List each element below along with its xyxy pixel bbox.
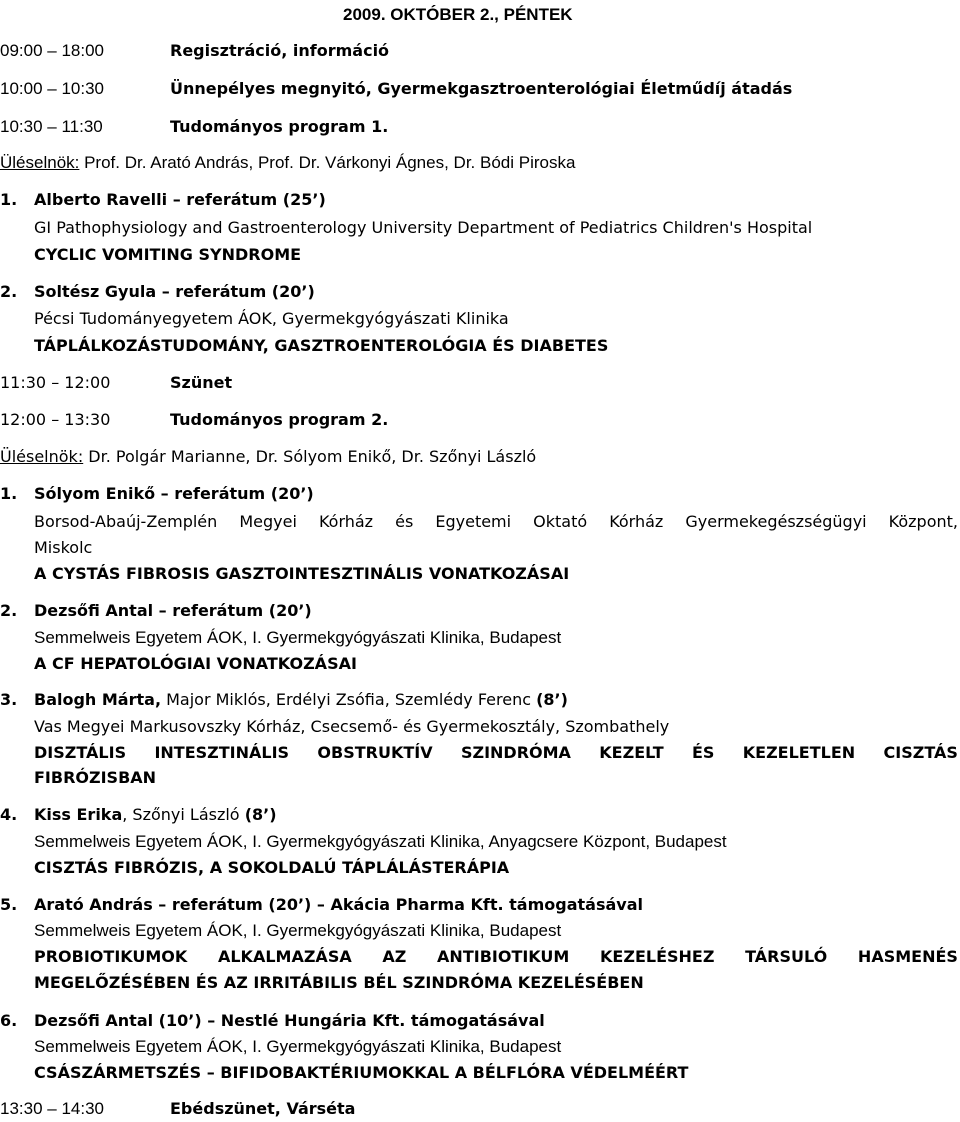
talk-title: A CF HEPATOLÓGIAI VONATKOZÁSAI <box>34 654 357 673</box>
session-chairs-1 <box>0 152 575 174</box>
slot-title: Szünet <box>170 373 233 392</box>
talk-speaker: Kiss Erika <box>34 805 123 824</box>
session-chairs-2 <box>0 446 536 468</box>
talk-institution: Semmelweis Egyetem ÁOK, I. Gyermekgyógyászati Klinika, Budapest <box>34 628 562 647</box>
talk-speaker: Balogh Márta, <box>34 690 162 709</box>
talk-speaker: Dezsőfi Antal – referátum (20’) <box>34 601 312 620</box>
schedule-row-program-1 <box>0 116 388 138</box>
word: OBSTRUKTÍV <box>317 743 433 762</box>
slot-title: Ebédszünet, Várséta <box>170 1099 356 1118</box>
word: ÉS <box>691 743 715 762</box>
page-date-header: 2009. OKTÓBER 2., PÉNTEK <box>343 5 573 24</box>
word: DISZTÁLIS <box>34 743 127 762</box>
talk-title: CSÁSZÁRMETSZÉS – BIFIDOBAKTÉRIUMOKKAL A BÉLFLÓRA VÉDELMÉÉRT <box>34 1063 689 1082</box>
talk-coauthors: Major Miklós, Erdélyi Zsófia, Szemlédy Ferenc <box>161 690 537 709</box>
talk-speaker: Arató András – referátum (20’) – Akácia Pharma Kft. támogatásával <box>34 895 643 914</box>
word: KEZELT <box>599 743 664 762</box>
word: AZ <box>382 947 407 966</box>
word: KEZELETLEN <box>742 743 856 762</box>
talk-header <box>0 600 312 622</box>
talk-number: 2. <box>0 601 18 620</box>
word: CISZTÁS <box>883 743 958 762</box>
talk-number: 3. <box>0 690 18 709</box>
talk-number: 5. <box>0 895 18 914</box>
schedule-row-opening <box>0 78 792 100</box>
word: INTESZTINÁLIS <box>154 743 290 762</box>
talk-header <box>0 189 326 211</box>
talk-number: 4. <box>0 805 18 824</box>
word: SZINDRÓMA <box>460 743 571 762</box>
word: Kórház <box>609 512 664 531</box>
word: Központ, <box>888 512 958 531</box>
talk-header <box>0 483 314 505</box>
word: ALKALMAZÁSA <box>217 947 352 966</box>
chairs-names: Dr. Polgár Marianne, Dr. Sólyom Enikő, Dr. Szőnyi László <box>83 447 537 466</box>
chairs-label: Üléselnök: <box>0 153 80 172</box>
talk-number: 1. <box>0 484 18 503</box>
talk-title: A CYSTÁS FIBROSIS GASZTOINTESZTINÁLIS VONATKOZÁSAI <box>34 564 570 583</box>
time-slot: 10:30 – 11:30 <box>0 117 103 136</box>
talk-speaker: Soltész Gyula – referátum (20’) <box>34 282 315 301</box>
word: Gyermekegészségügyi <box>685 512 867 531</box>
word: KEZELÉSHEZ <box>600 947 715 966</box>
talk-title-cont: MEGELŐZÉSÉBEN ÉS AZ IRRITÁBILIS BÉL SZINDRÓMA KEZELÉSÉBEN <box>34 973 644 992</box>
time-slot: 10:00 – 10:30 <box>0 79 104 98</box>
schedule-row-program-2 <box>0 409 388 431</box>
talk-coauthors: , Szőnyi László <box>122 805 245 824</box>
time-slot: 09:00 – 18:00 <box>0 41 104 60</box>
slot-title: Tudományos program 1. <box>170 117 389 136</box>
word: ANTIBIOTIKUM <box>437 947 570 966</box>
word: PROBIOTIKUMOK <box>34 947 188 966</box>
talk-title-cont: FIBRÓZISBAN <box>34 768 157 787</box>
chairs-label: Üléselnök: <box>0 447 84 466</box>
slot-title: Regisztráció, információ <box>170 41 390 60</box>
word: Oktató <box>533 512 588 531</box>
talk-duration: (8’) <box>244 805 277 824</box>
talk-header <box>0 894 643 916</box>
talk-title: CYCLIC VOMITING SYNDROME <box>34 245 302 264</box>
talk-institution: Pécsi Tudományegyetem ÁOK, Gyermekgyógyászati Klinika <box>34 309 509 328</box>
talk-institution <box>34 511 958 533</box>
word: HASMENÉS <box>857 947 958 966</box>
talk-speaker: Sólyom Enikő – referátum (20’) <box>34 484 314 503</box>
slot-title: Tudományos program 2. <box>170 410 389 429</box>
talk-header <box>0 281 315 303</box>
word: Kórház <box>318 512 374 531</box>
talk-title <box>34 742 958 764</box>
time-slot: 13:30 – 14:30 <box>0 1099 104 1118</box>
talk-speaker: Alberto Ravelli – referátum (25’) <box>34 190 326 209</box>
talk-institution-cont: Miskolc <box>34 538 93 557</box>
time-slot: 12:00 – 13:30 <box>0 410 111 429</box>
talk-number: 2. <box>0 282 18 301</box>
talk-number: 6. <box>0 1011 18 1030</box>
schedule-row-registration <box>0 40 389 62</box>
time-slot: 11:30 – 12:00 <box>0 373 111 392</box>
talk-header <box>0 1010 545 1032</box>
word: Borsod-Abaúj-Zemplén <box>34 512 218 531</box>
word: Egyetemi <box>435 512 512 531</box>
talk-institution: Semmelweis Egyetem ÁOK, I. Gyermekgyógyászati Klinika, Budapest <box>34 1037 562 1056</box>
word: TÁRSULÓ <box>745 947 828 966</box>
schedule-row-lunch <box>0 1098 355 1120</box>
schedule-row-break <box>0 372 232 394</box>
talk-institution: GI Pathophysiology and Gastroenterology University Department of Pediatrics Children's Hospital <box>34 218 813 237</box>
talk-speaker: Dezsőfi Antal (10’) – Nestlé Hungária Kft. támogatásával <box>34 1011 545 1030</box>
talk-number: 1. <box>0 190 18 209</box>
slot-title: Ünnepélyes megnyitó, Gyermekgasztroenterológiai Életműdíj átadás <box>170 79 793 98</box>
talk-header <box>0 689 568 711</box>
talk-institution: Vas Megyei Markusovszky Kórház, Csecsemő- és Gyermekosztály, Szombathely <box>34 717 670 736</box>
talk-institution: Semmelweis Egyetem ÁOK, I. Gyermekgyógyászati Klinika, Budapest <box>34 921 562 940</box>
talk-title: CISZTÁS FIBRÓZIS, A SOKOLDALÚ TÁPLÁLÁSTERÁPIA <box>34 858 510 877</box>
talk-title <box>34 946 958 968</box>
talk-title: TÁPLÁLKOZÁSTUDOMÁNY, GASZTROENTEROLÓGIA ÉS DIABETES <box>34 336 609 355</box>
talk-institution: Semmelweis Egyetem ÁOK, I. Gyermekgyógyászati Klinika, Anyagcsere Központ, Budapest <box>34 832 727 851</box>
word: és <box>395 512 414 531</box>
talk-header <box>0 804 277 826</box>
talk-duration: (8’) <box>536 690 568 709</box>
word: Megyei <box>239 512 297 531</box>
chairs-names: Prof. Dr. Arató András, Prof. Dr. Várkonyi Ágnes, Dr. Bódi Piroska <box>79 153 576 172</box>
